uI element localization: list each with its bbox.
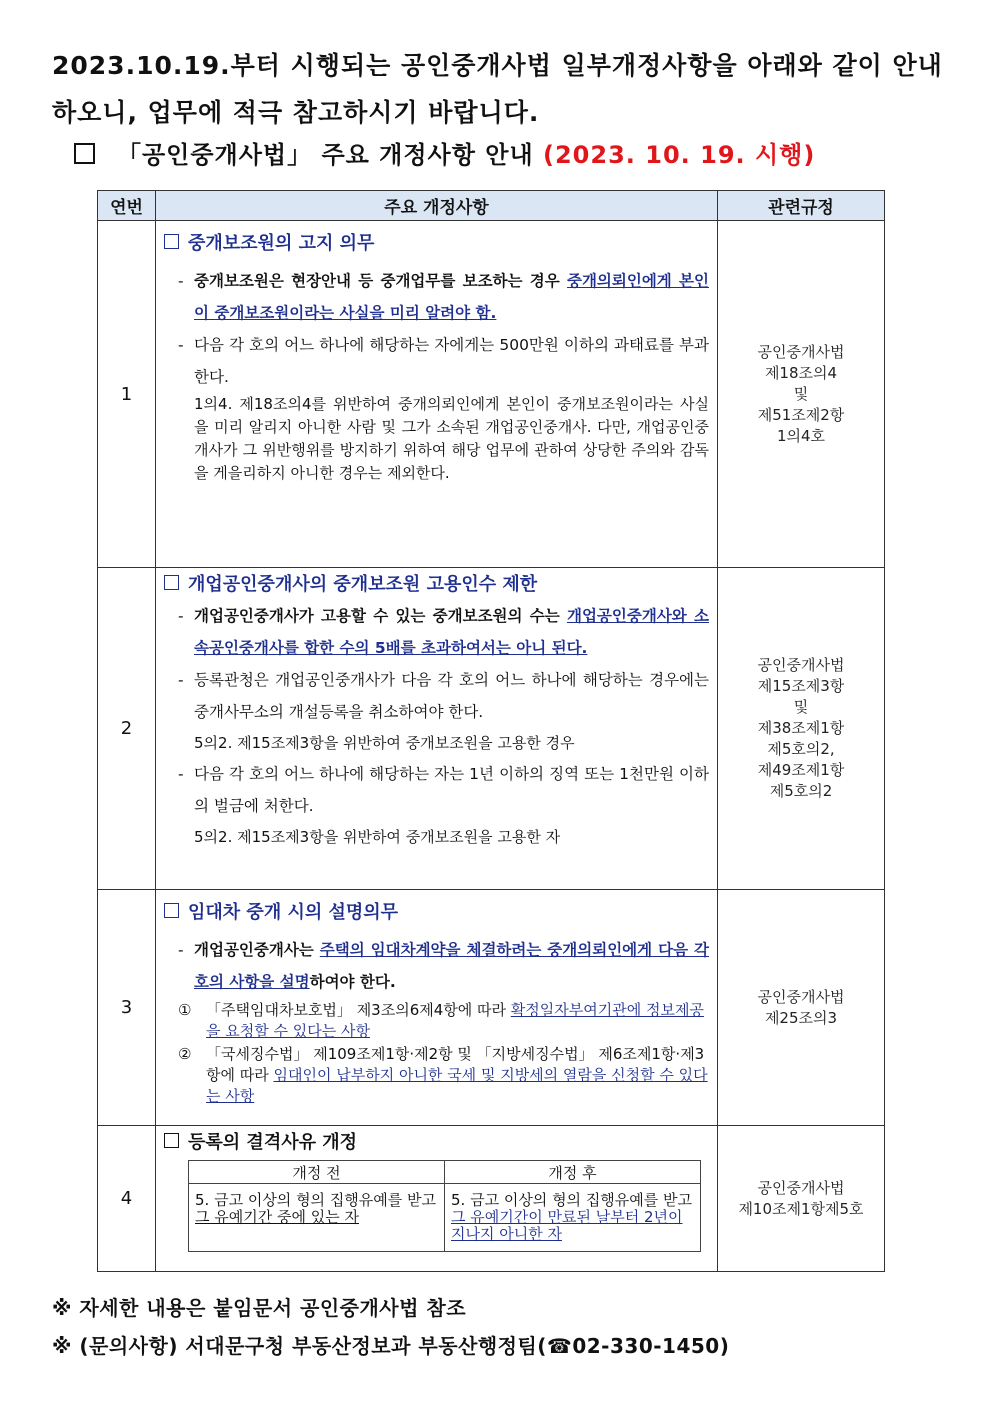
bullet-item: - 중개보조원은 현장안내 등 중개업무를 보조하는 경우 중개의뢰인에게 본인이 중개보조원이라는 사실을 미리 알려야 함.	[178, 272, 709, 322]
after-header: 개정 후	[445, 1161, 701, 1184]
notice-date: (2023. 10. 19. 시행)	[543, 141, 816, 169]
row-heading: 개업공인중개사의 중개보조원 고용인수 제한	[164, 570, 709, 596]
numbered-item: ② 「국세징수법」 제109조제1항·제2항 및 「지방세징수법」 제6조제1항·제3항에 따라 임대인이 납부하지 아니한 국세 및 지방세의 열람을 신청할 수 있다는 사항	[178, 1045, 708, 1105]
row-content	[156, 890, 718, 1126]
table-row	[98, 221, 885, 568]
highlighted-text: 확정일자부여기관에 정보제공을 요청할 수 있다는 사항	[206, 1001, 704, 1040]
sub-clause: 5의2. 제15조제3항을 위반하여 중개보조원을 고용한 자	[194, 828, 561, 846]
sub-clause: 1의4. 제18조의4를 위반하여 중개의뢰인에게 본인이 중개보조원이라는 사실을 미리 알리지 아니한 사람 및 그가 소속된 개업공인중개사. 다만, 개업공인중개사가 그 위반행위를 방지하기 위하여 해당 업무에 관하여 상당한 주의와 감독을 게을리하지 아니한 경우는 제외한다.	[194, 395, 709, 482]
header-no: 연번	[98, 191, 156, 221]
before-text: 5. 금고 이상의 형의 집행유예를 받고 그 유예기간 중에 있는 자	[189, 1184, 445, 1252]
table-row	[98, 568, 885, 890]
footer-note-contact: ※ (문의사항) 서대문구청 부동산정보과 부동산행정팀(☎02-330-1450)	[52, 1334, 730, 1358]
table-header-row	[98, 191, 885, 221]
table-row	[98, 1126, 885, 1272]
row-content	[156, 221, 718, 568]
notice-title-label: 「공인중개사법」 주요 개정사항 안내	[117, 141, 534, 169]
row-heading: 중개보조원의 고지 의무	[164, 229, 709, 255]
related-regulation: 공인중개사법 제15조제3항 및 제38조제1항 제5호의2, 제49조제1항 제5호의2	[718, 568, 885, 890]
highlighted-text: 임대인이 납부하지 아니한 국세 및 지방세의 열람을 신청할 수 있다는 사항	[206, 1066, 708, 1105]
highlighted-text: 개업공인중개사와 소속공인중개사를 합한 수의 5배를 초과하여서는 아니 된다.	[194, 607, 709, 657]
highlighted-text: 주택의 임대차계약을 체결하려는 중개의뢰인에게 다음 각 호의 사항을 설명	[194, 941, 709, 991]
related-regulation: 공인중개사법 제25조의3	[718, 890, 885, 1126]
row-content	[156, 568, 718, 890]
before-header: 개정 전	[189, 1161, 445, 1184]
bullet-item: - 개업공인중개사는 주택의 임대차계약을 체결하려는 중개의뢰인에게 다음 각 호의 사항을 설명하여야 한다.	[178, 941, 709, 991]
square-bullet-icon	[164, 234, 179, 249]
bullet-item: - 등록관청은 개업공인중개사가 다음 각 호의 어느 하나에 해당하는 경우에는 중개사무소의 개설등록을 취소하여야 한다.	[178, 671, 709, 721]
row-content	[156, 1126, 718, 1272]
related-regulation: 공인중개사법 제10조제1항제5호	[718, 1126, 885, 1272]
bullet-item: - 개업공인중개사가 고용할 수 있는 중개보조원의 수는 개업공인중개사와 소속공인중개사를 합한 수의 5배를 초과하여서는 아니 된다.	[178, 607, 709, 657]
square-bullet-icon	[164, 903, 179, 918]
notice-title	[74, 135, 815, 170]
numbered-item: ① 「주택임대차보호법」 제3조의6제4항에 따라 확정일자부여기관에 정보제공을 요청할 수 있다는 사항	[178, 1001, 704, 1040]
bullet-item: - 다음 각 호의 어느 하나에 해당하는 자는 1년 이하의 징역 또는 1천만원 이하의 벌금에 처한다.	[178, 765, 709, 815]
highlighted-text: 중개의뢰인에게 본인이 중개보조원이라는 사실을 미리 알려야 함.	[194, 272, 709, 322]
row-heading: 등록의 결격사유 개정	[164, 1128, 709, 1154]
row-number: 1	[98, 221, 156, 568]
square-bullet-icon	[164, 1133, 179, 1148]
row-heading: 임대차 중개 시의 설명의무	[164, 898, 709, 924]
footer-note-reference: ※ 자세한 내용은 붙임문서 공인중개사법 참조	[52, 1296, 467, 1320]
header-content: 주요 개정사항	[156, 191, 718, 221]
amendments-table	[97, 190, 885, 1272]
sub-clause: 5의2. 제15조제3항을 위반하여 중개보조원을 고용한 경우	[194, 734, 575, 752]
table-row	[98, 890, 885, 1126]
after-text: 5. 금고 이상의 형의 집행유예를 받고 그 유예기간이 만료된 날부터 2년이 지나지 아니한 자	[445, 1184, 701, 1252]
comparison-table	[188, 1160, 701, 1252]
checkbox-icon	[74, 143, 95, 164]
square-bullet-icon	[164, 575, 179, 590]
header-ref: 관련규정	[718, 191, 885, 221]
bullet-item: - 다음 각 호의 어느 하나에 해당하는 자에게는 500만원 이하의 과태료를 부과한다.	[178, 336, 709, 386]
row-number: 4	[98, 1126, 156, 1272]
intro-text: 2023.10.19.부터 시행되는 공인중개사법 일부개정사항을 아래와 같이 안내하오니, 업무에 적극 참고하시기 바랍니다.	[52, 51, 943, 127]
row-number: 3	[98, 890, 156, 1126]
row-number: 2	[98, 568, 156, 890]
related-regulation: 공인중개사법 제18조의4 및 제51조제2항 1의4호	[718, 221, 885, 568]
highlighted-text: 그 유예기간이 만료된 날부터 2년이 지나지 아니한 자	[451, 1208, 683, 1243]
